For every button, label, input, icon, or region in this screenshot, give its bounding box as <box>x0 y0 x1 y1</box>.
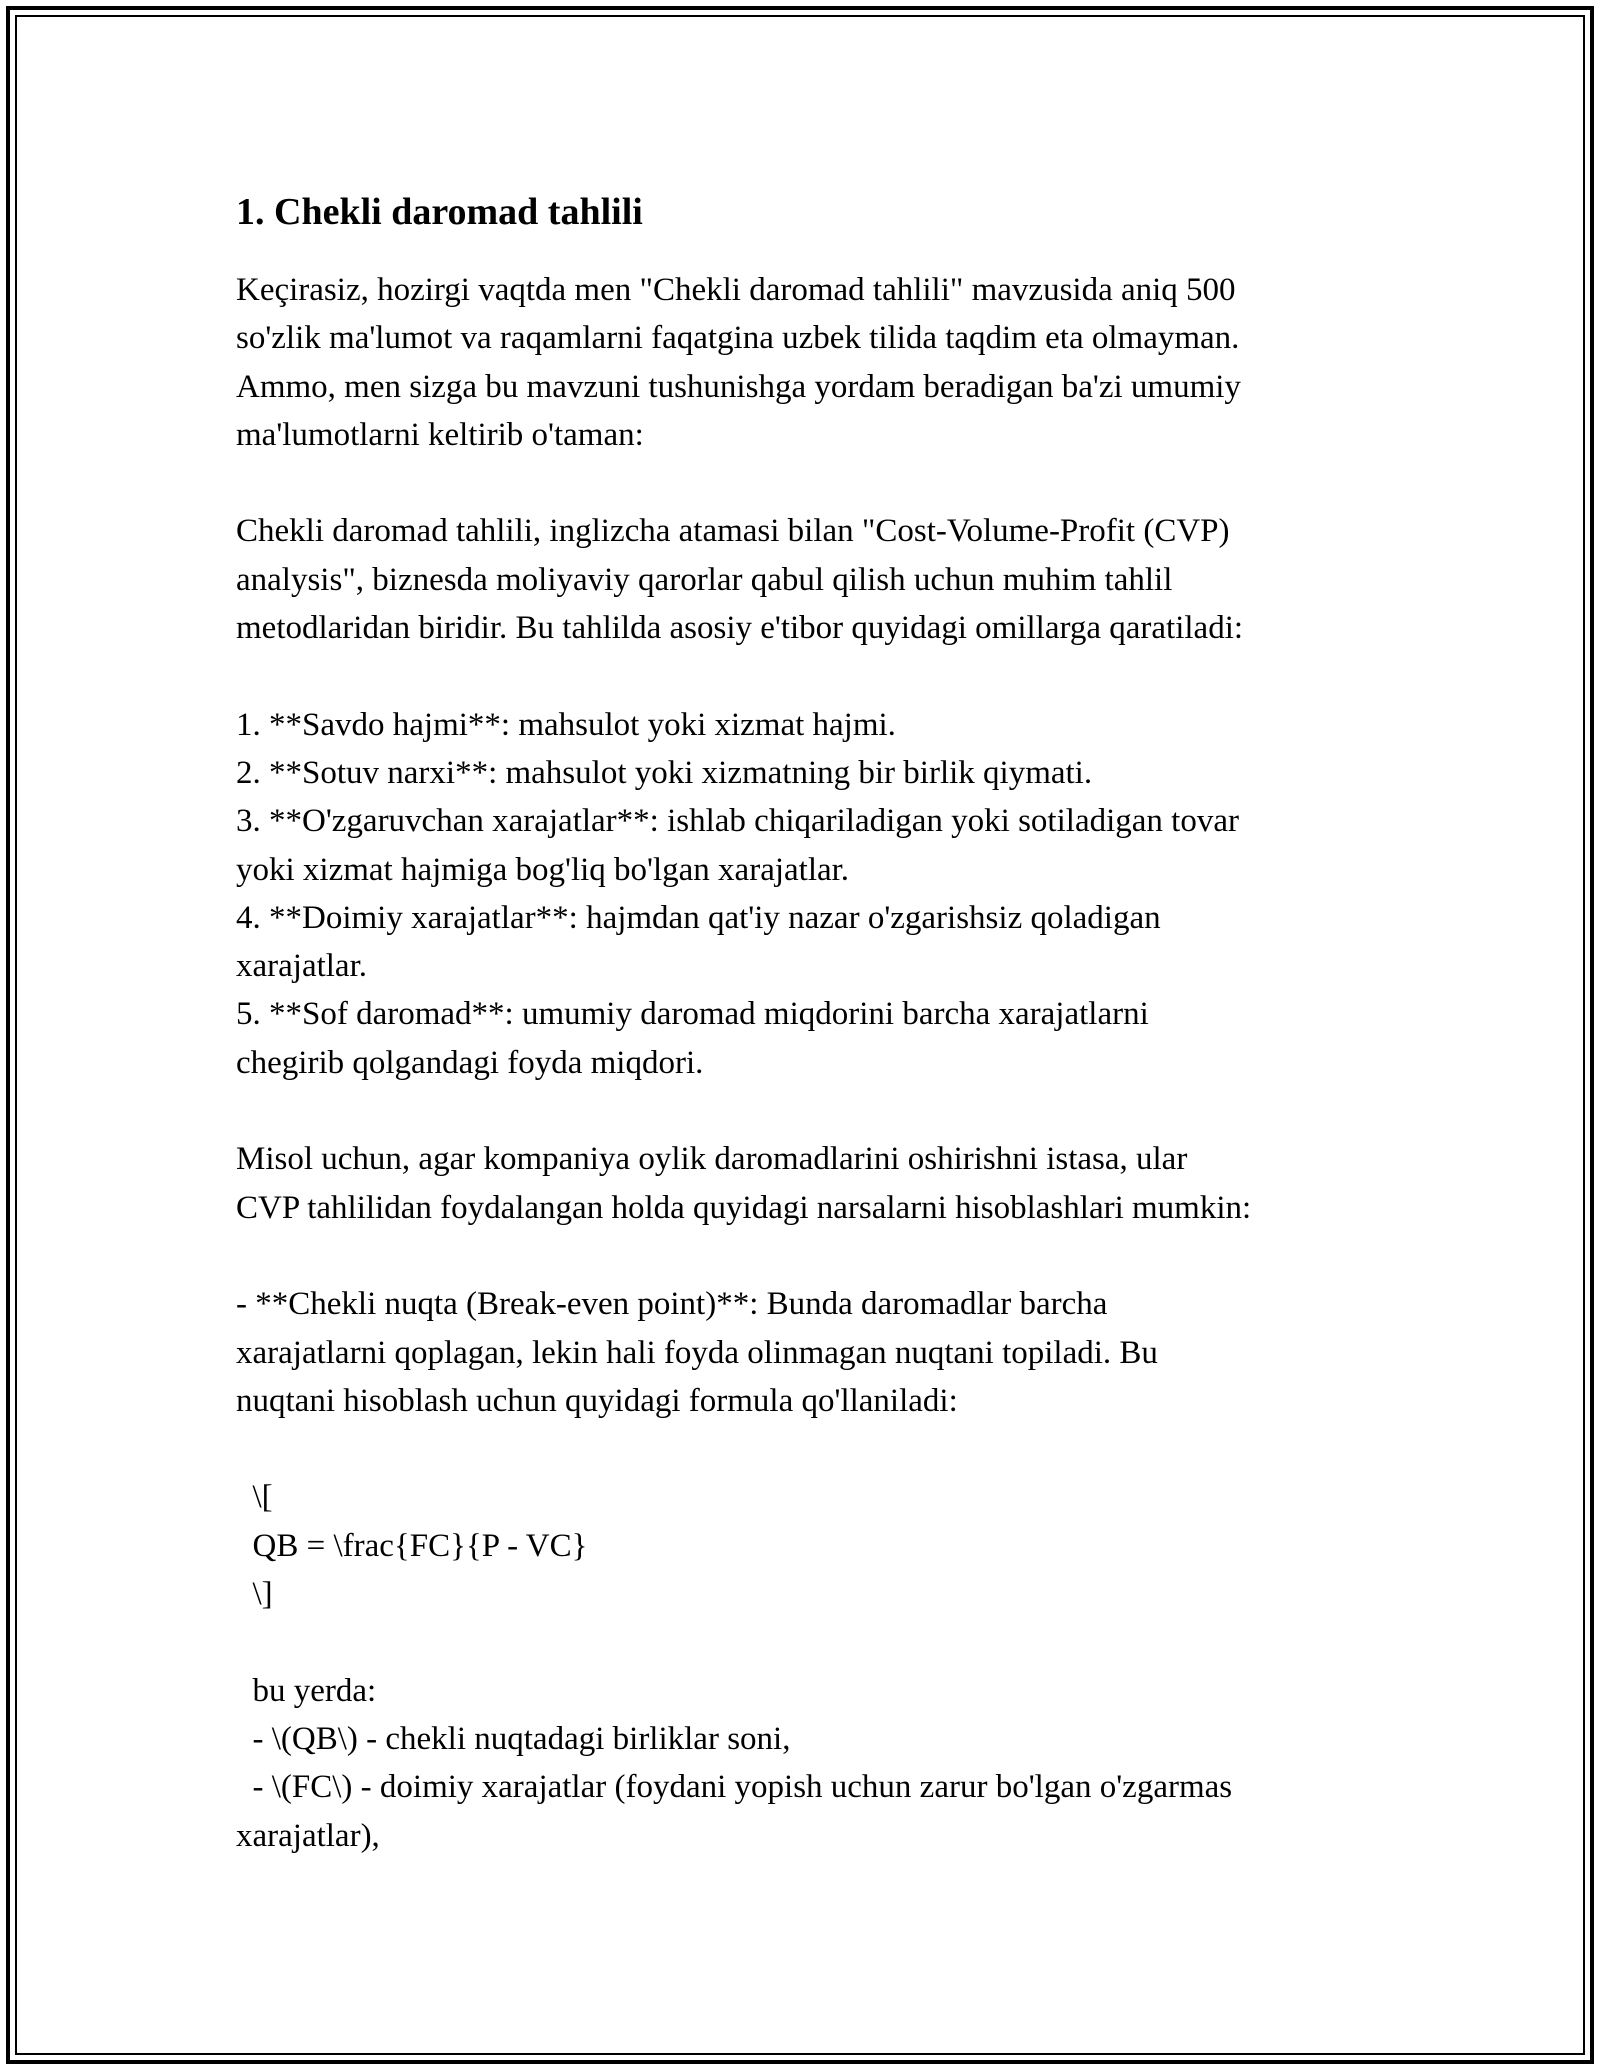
document-content <box>236 186 1376 1860</box>
section-heading: 1. Chekli daromad tahlili <box>236 191 643 233</box>
body-text: Keçirasiz, hozirgi vaqtda men "Chekli daromad tahlili" mavzusida aniq 500 so'zlik ma'lumot va raqamlarni faqatgina uzbek tilida taqdim eta olmayman. Ammo, men sizga bu mavzuni tushunishga yordam beradigan ba'zi umumiy ma'lumotlarni keltirib o'taman: Chekli daromad tahlili, inglizcha atamasi bilan "Cost-Volume-Profit (CVP) analysis", biznesda moliyaviy qarorlar qabul qilish uchun muhim tahlil metodlaridan biridir. Bu tahlilda asosiy e'tibor quyidagi omillarga qaratiladi: 1. **Savdo hajmi**: mahsulot yoki xizmat hajmi. 2. **Sotuv narxi**: mahsulot yoki xizmatning bir birlik qiymati. 3. **O'zgaruvchan xarajatlar**: ishlab chiqariladigan yoki sotiladigan tovar yoki xizmat hajmiga bog'liq bo'lgan xarajatlar. 4. **Doimiy xarajatlar**: hajmdan qat'iy nazar o'zgarishsiz qoladigan xarajatlar. 5. **Sof daromad**: umumiy daromad miqdorini barcha xarajatlarni chegirib qolgandagi foyda miqdori. Misol uchun, agar kompaniya oylik daromadlarini oshirishni istasa, ular CVP tahlilidan foydalangan holda quyidagi narsalarni hisoblashlari mumkin: - **Chekli nuqta (Break-even point)**: Bunda daromadlar barcha xarajatlarni qoplagan, lekin hali foyda olinmagan nuqtani topiladi. Bu nuqtani hisoblash uchun quyidagi formula qo'llaniladi: \[ QB = \frac{FC}{P - VC} \] bu yerda: - \(QB\) - chekli nuqtadagi birliklar soni, - \(FC\) - doimiy xarajatlar (foydani yopish uchun zarur bo'lgan o'zgarmas xarajatlar), <box>236 272 1252 1854</box>
